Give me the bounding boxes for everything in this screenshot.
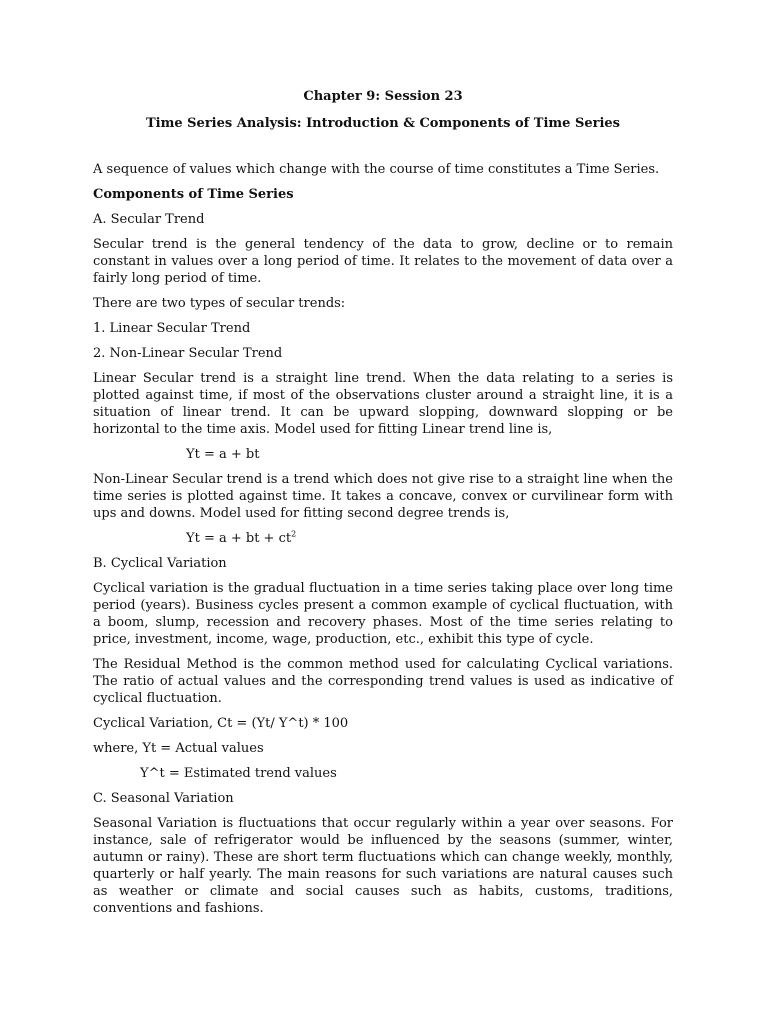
seasonal-heading: C. Seasonal Variation [93,791,234,806]
seasonal-paragraph: Seasonal Variation is fluctuations that occur regularly within a year over seasons. For instance, sale of refrigerator would be influenced by the seasons (summer, winter, autumn or rainy). These are short term fluctuations which can change weekly, monthly, quarterly or half yearly. The main reasons for such variations are natural causes such as weather or climate and social causes such as habits, customs, traditions, conventions and fashions. [93,816,673,916]
linear-trend-paragraph: Linear Secular trend is a straight line trend. When the data relating to a series is plotted against time, if most of the observations cluster around a straight line, it is a situation of linear trend. It can be upward slopping, downward slopping or be horizontal to the time axis. Model used for fitting Linear trend line is, [93,371,673,437]
nonlinear-trend-formula [93,530,673,547]
secular-type-linear: 1. Linear Secular Trend [93,321,251,336]
cyclical-paragraph-2: The Residual Method is the common method used for calculating Cyclical variations. The ratio of actual values and the corresponding trend values is used as indicative of cyclical fluctuation. [93,657,673,706]
cyclical-where-actual: where, Yt = Actual values [93,741,264,756]
secular-heading: A. Secular Trend [93,212,205,227]
intro-paragraph: A sequence of values which change with the course of time constitutes a Time Series. [93,162,660,177]
components-heading: Components of Time Series [93,187,294,202]
nonlinear-formula-main: Yt = a + bt + ct [186,531,292,546]
cyclical-paragraph-1: Cyclical variation is the gradual fluctuation in a time series taking place over long time period (years). Business cycles present a common example of cyclical fluctuation, with a boom, slump, recession and recovery phases. Most of the time series relating to price, investment, income, wage, production, etc., exhibit this type of cycle. [93,581,673,647]
page-content [93,87,673,925]
cyclical-formula: Cyclical Variation, Ct = (Yt/ Y^t) * 100 [93,716,349,731]
session-subtitle: Time Series Analysis: Introduction & Components of Time Series [146,116,620,131]
secular-types-intro: There are two types of secular trends: [93,296,346,311]
chapter-title: Chapter 9: Session 23 [303,89,463,104]
nonlinear-formula-exponent: 2 [291,529,297,539]
cyclical-where-estimated: Y^t = Estimated trend values [140,766,337,781]
cyclical-heading: B. Cyclical Variation [93,556,227,571]
linear-trend-formula: Yt = a + bt [186,447,260,462]
nonlinear-trend-paragraph: Non-Linear Secular trend is a trend which does not give rise to a straight line when the time series is plotted against time. It takes a concave, convex or curvilinear form with ups and downs. Model used for fitting second degree trends is, [93,472,673,521]
secular-type-nonlinear: 2. Non-Linear Secular Trend [93,346,283,361]
secular-definition: Secular trend is the general tendency of the data to grow, decline or to remain constant in values over a long period of time. It relates to the movement of data over a fairly long period of time. [93,237,673,286]
